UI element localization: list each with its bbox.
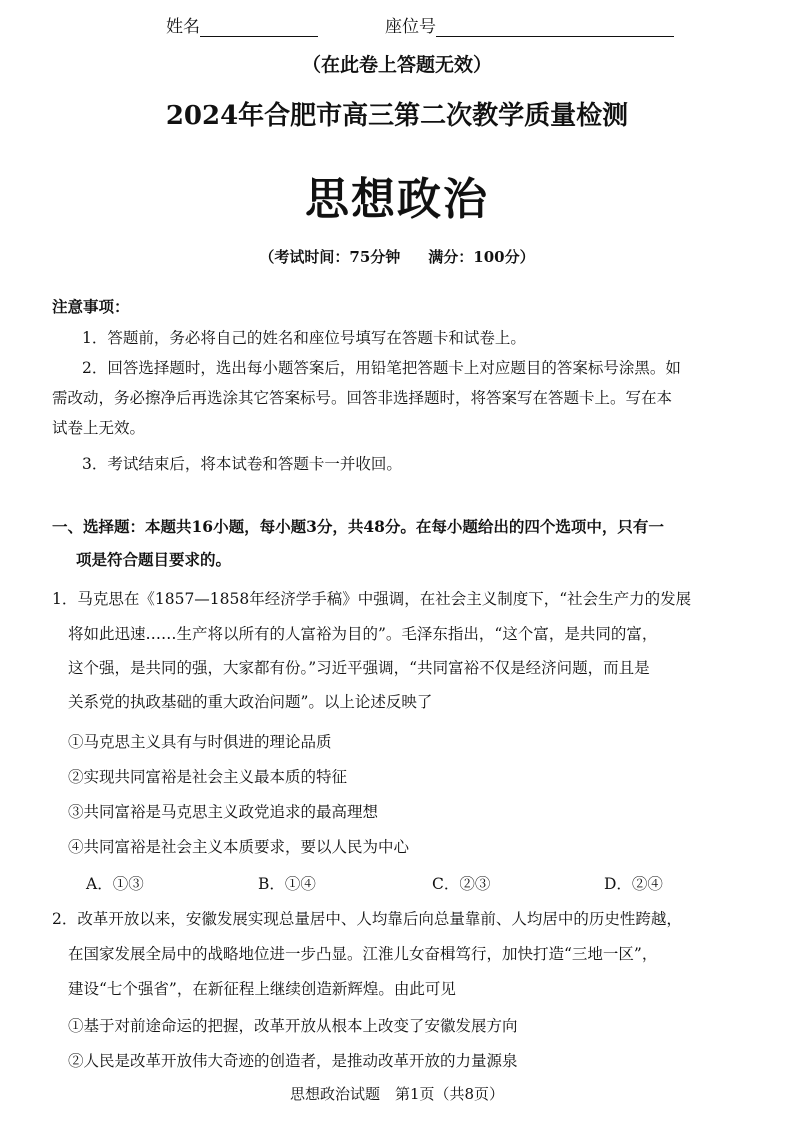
q1-choice-b[interactable]: B．①④ <box>258 875 316 893</box>
seat-label: 座位号 <box>385 17 436 37</box>
notice-item-2-line1: 2．回答选择题时，选出每小题答案后，用铅笔把答题卡上对应题目的答案标号涂黑。如 <box>82 359 681 377</box>
q1-stem-line2: 将如此迅速……生产将以所有的人富裕为目的”。毛泽东指出，“这个富，是共同的富， <box>68 625 658 643</box>
name-field <box>166 12 318 37</box>
q1-choice-d[interactable]: D．②④ <box>604 875 663 893</box>
page-footer: 思想政治试题 第1页（共8页） <box>289 1085 505 1103</box>
name-blank[interactable] <box>200 18 318 37</box>
q2-option-2: ②人民是改革开放伟大奇迹的创造者，是推动改革开放的力量源泉 <box>68 1052 518 1070</box>
notice-item-2-line2: 需改动，务必擦净后再选涂其它答案标号。回答非选择题时，将答案写在答题卡上。写在本 <box>52 389 673 407</box>
notice-item-2-line3: 试卷上无效。 <box>52 419 146 437</box>
seat-blank[interactable] <box>436 18 674 37</box>
invalid-note: （在此卷上答题无效） <box>301 54 492 76</box>
notice-item-3: 3．考试结束后，将本试卷和答题卡一并收回。 <box>82 455 402 473</box>
q2-stem-line1: 2．改革开放以来，安徽发展实现总量居中、人均靠后向总量靠前、人均居中的历史性跨越， <box>52 910 682 928</box>
name-label: 姓名 <box>166 17 200 37</box>
q1-option-2: ②实现共同富裕是社会主义最本质的特征 <box>68 768 348 786</box>
time-info: （考试时间：75分钟 <box>259 248 401 266</box>
q2-stem-line2: 在国家发展全局中的战略地位进一步凸显。江淮儿女奋楫笃行，加快打造“三地一区”， <box>68 945 658 963</box>
q1-option-1: ①马克思主义具有与时俱进的理论品质 <box>68 733 332 751</box>
q1-stem-line4: 关系党的执政基础的重大政治问题”。以上论述反映了 <box>68 693 433 711</box>
notice-item-1: 1．答题前，务必将自己的姓名和座位号填写在答题卡和试卷上。 <box>82 329 526 347</box>
section1-line2: 项是符合题目要求的。 <box>76 550 232 569</box>
notice-heading: 注意事项： <box>52 297 130 316</box>
score-info: 满分：100分） <box>428 248 535 266</box>
q2-option-1: ①基于对前途命运的把握，改革开放从根本上改变了安徽发展方向 <box>68 1017 518 1035</box>
exam-title: 2024年合肥市高三第二次教学质量检测 <box>165 101 629 131</box>
q1-choice-c[interactable]: C．②③ <box>432 875 491 893</box>
q1-option-3: ③共同富裕是马克思主义政党追求的最高理想 <box>68 803 379 821</box>
seat-field <box>385 12 674 37</box>
subject-title: 思想政治 <box>305 174 489 225</box>
q1-stem-line1: 1．马克思在《1857—1858年经济学手稿》中强调，在社会主义制度下，“社会生产力的发展 <box>52 590 692 608</box>
section1-line1: 一、选择题：本题共16小题，每小题3分，共48分。在每小题给出的四个选项中，只有一 <box>52 517 664 536</box>
q1-choice-a[interactable]: A．①③ <box>86 875 144 893</box>
q2-stem-line3: 建设“七个强省”，在新征程上继续创造新辉煌。由此可见 <box>68 980 456 998</box>
q1-stem-line3: 这个强，是共同的强，大家都有份。”习近平强调，“共同富裕不仅是经济问题，而且是 <box>68 659 650 677</box>
q1-option-4: ④共同富裕是社会主义本质要求，要以人民为中心 <box>68 838 410 856</box>
exam-info <box>0 246 794 267</box>
